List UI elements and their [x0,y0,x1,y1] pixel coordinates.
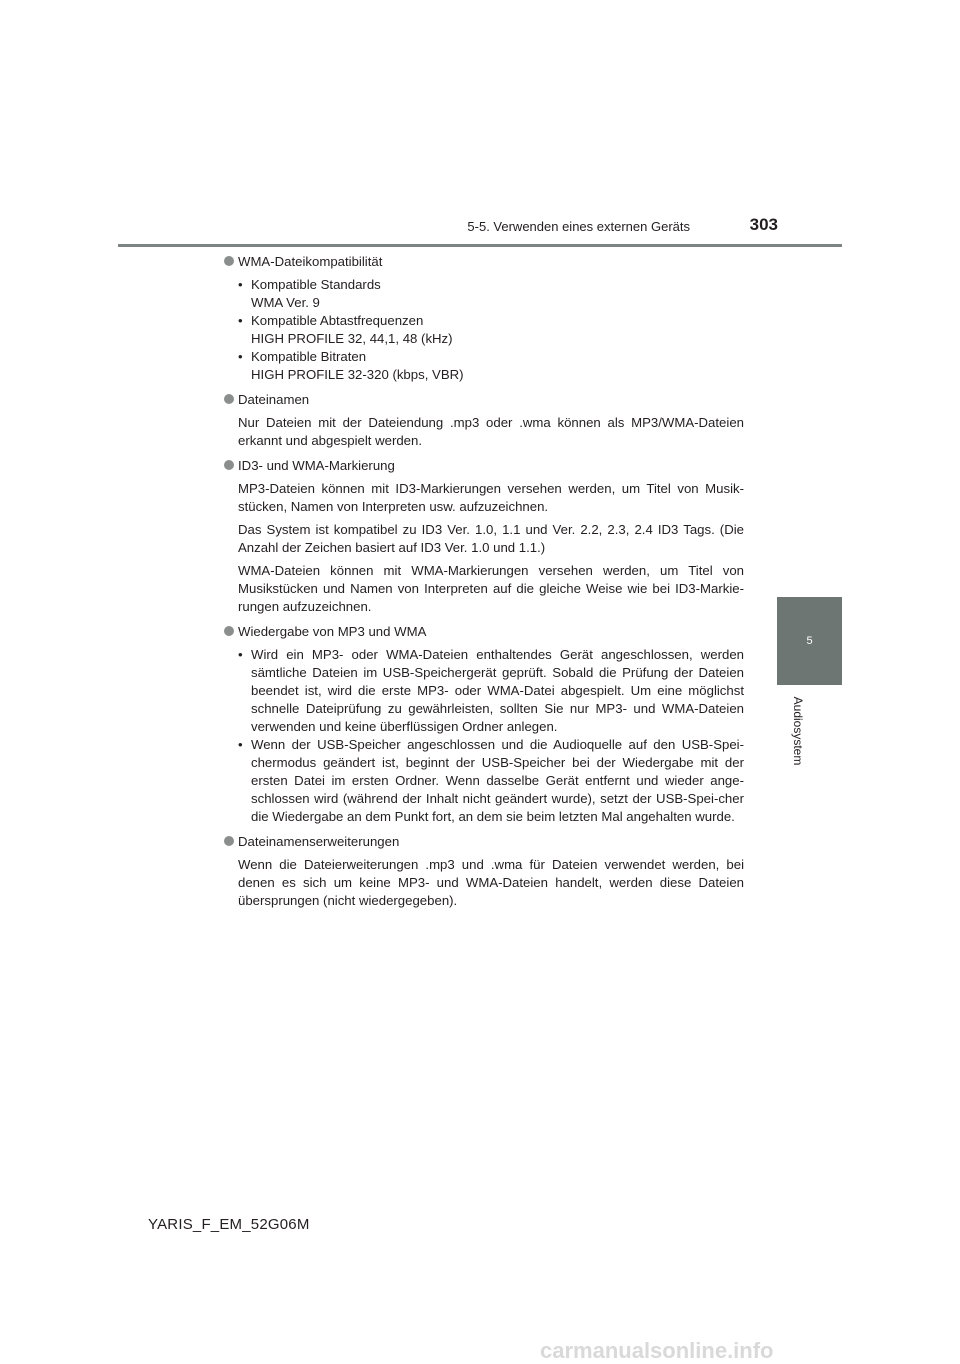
section-filenames [224,391,744,450]
circle-bullet-icon [224,394,234,404]
item-value: HIGH PROFILE 32-320 (kbps, VBR) [251,367,464,382]
paragraph: Das System ist kompatibel zu ID3 Ver. 1.0, 1.1 und Ver. 2.2, 2.3, 2.4 ID3 Tags. (Die Anzahl der Zeichen basiert auf ID3 Ver. 1.0 und 1.1.) [238,522,744,555]
section-title: ID3- und WMA-Markierung [238,458,395,473]
chapter-tab [777,597,842,685]
bullet-dot-icon: • [238,349,243,364]
paragraph: WMA-Dateien können mit WMA-Markierungen versehen werden, um Titel von Musikstücken und Namen von Interpreten auf die gleiche Weise wie bei ID3-Markie-rungen aufzuzeichnen. [238,563,744,614]
paragraph: MP3-Dateien können mit ID3-Markierungen versehen werden, um Titel von Musik-stücken, Namen von Interpreten usw. aufzuzeichnen. [238,481,744,514]
circle-bullet-icon [224,626,234,636]
item-label: Kompatible Abtastfrequenzen [251,313,424,328]
section-playback [224,623,744,826]
watermark: carmanualsonline.info [540,1338,774,1363]
section-header: 5-5. Verwenden eines externen Geräts [467,219,690,234]
page-number: 303 [749,215,778,234]
chapter-number: 5 [806,635,813,647]
page-content [224,253,744,917]
section-title: Wiedergabe von MP3 und WMA [238,624,427,639]
list-item-text: Wenn der USB-Speicher angeschlossen und die Audioquelle auf den USB-Spei-chermodus geändert ist, beginnt der USB-Speicher bei der Wiedergabe mit der ersten Datei im ersten Ordner. Wenn dasselbe Gerät entfernt und wieder ange-schlossen wird (während der Inhalt nicht geändert wurde), setzt der USB-Spei-cher die Wiedergabe an dem Punkt fort, an dem sie beim letzten Mal angehalten wurde. [251,737,744,824]
list-item [238,276,744,312]
chapter-label-container [788,690,808,772]
item-value: HIGH PROFILE 32, 44,1, 48 (kHz) [251,331,453,346]
item-label: Kompatible Bitraten [251,349,367,364]
item-label: Kompatible Standards [251,277,381,292]
list-item [238,736,744,826]
bullet-dot-icon: • [238,313,243,328]
paragraph: Nur Dateien mit der Dateiendung .mp3 oder .wma können als MP3/WMA-Dateien erkannt und abgespielt werden. [238,415,744,448]
circle-bullet-icon [224,460,234,470]
section-wma-compatibility [224,253,744,384]
section-title: Dateinamen [238,392,310,407]
circle-bullet-icon [224,256,234,266]
paragraph: Wenn die Dateierweiterungen .mp3 und .wma für Dateien verwendet werden, bei denen es sich um keine MP3- und WMA-Dateien handelt, werden diese Dateien übersprungen (nicht wiedergegeben). [238,857,744,908]
section-title: WMA-Dateikompatibilität [238,254,383,269]
section-id3-wma-tags [224,457,744,616]
item-list [238,276,744,384]
list-item [238,312,744,348]
chapter-label: Audiosystem [791,696,805,766]
item-list [238,646,744,826]
header-divider [118,244,842,247]
list-item-text: Wird ein MP3- oder WMA-Dateien enthaltendes Gerät angeschlossen, werden sämtliche Dateien im USB-Speichergerät geprüft. Sobald die Prüfung der Dateien beendet ist, wird die erste MP3- oder WMA-Datei abgespielt. Um eine möglichst schnelle Dateiprüfung zu gewährleisten, sollten Sie nur MP3- und WMA-Dateien verwenden und keine überflüssigen Ordner anlegen. [251,647,744,734]
section-file-extensions [224,833,744,910]
document-code: YARIS_F_EM_52G06M [148,1216,310,1233]
bullet-dot-icon: • [238,647,243,662]
item-value: WMA Ver. 9 [251,295,320,310]
circle-bullet-icon [224,836,234,846]
bullet-dot-icon: • [238,277,243,292]
list-item [238,348,744,384]
bullet-dot-icon: • [238,737,243,752]
list-item [238,646,744,736]
section-title: Dateinamenserweiterungen [238,834,400,849]
